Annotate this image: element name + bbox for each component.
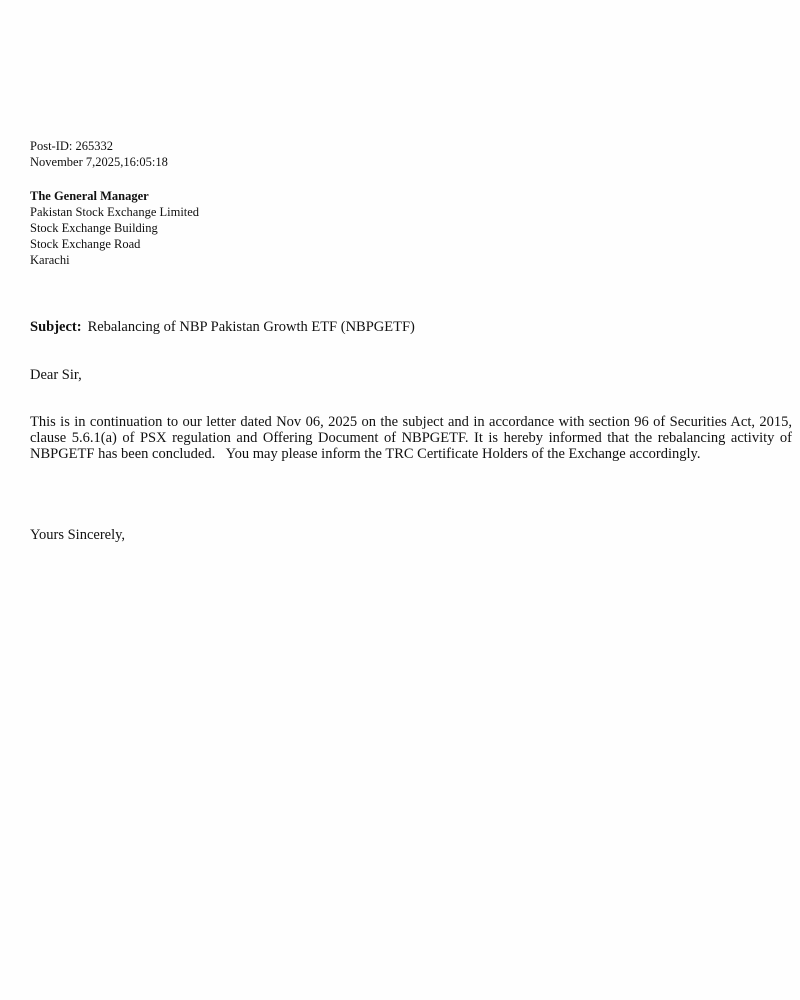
- address-line: Karachi: [30, 253, 70, 267]
- address-line: Stock Exchange Building: [30, 221, 158, 235]
- closing: Yours Sincerely,: [30, 527, 126, 543]
- post-datetime: November 7,2025,16:05:18: [30, 155, 168, 169]
- post-id: Post-ID: 265332: [30, 139, 113, 153]
- subject-text: Rebalancing of NBP Pakistan Growth ETF (NBPGETF): [87, 319, 415, 335]
- recipient-address: [30, 188, 199, 268]
- recipient-title: The General Manager: [30, 189, 149, 203]
- letter-body: This is in continuation to our letter dated Nov 06, 2025 on the subject and in accordance with section 96 of Securities Act, 2015, clause 5.6.1(a) of PSX regulation and Offering Document of NBPGETF. It is hereby informed that the rebalancing activity of NBPGETF has been concluded. You may please inform the TRC Certificate Holders of the Exchange accordingly.: [30, 414, 796, 462]
- letter-meta: [30, 138, 168, 170]
- address-line: Stock Exchange Road: [30, 237, 141, 251]
- subject-line: [30, 318, 415, 336]
- address-line: Pakistan Stock Exchange Limited: [30, 205, 200, 219]
- subject-label: Subject:: [30, 319, 82, 335]
- salutation: Dear Sir,: [30, 367, 82, 383]
